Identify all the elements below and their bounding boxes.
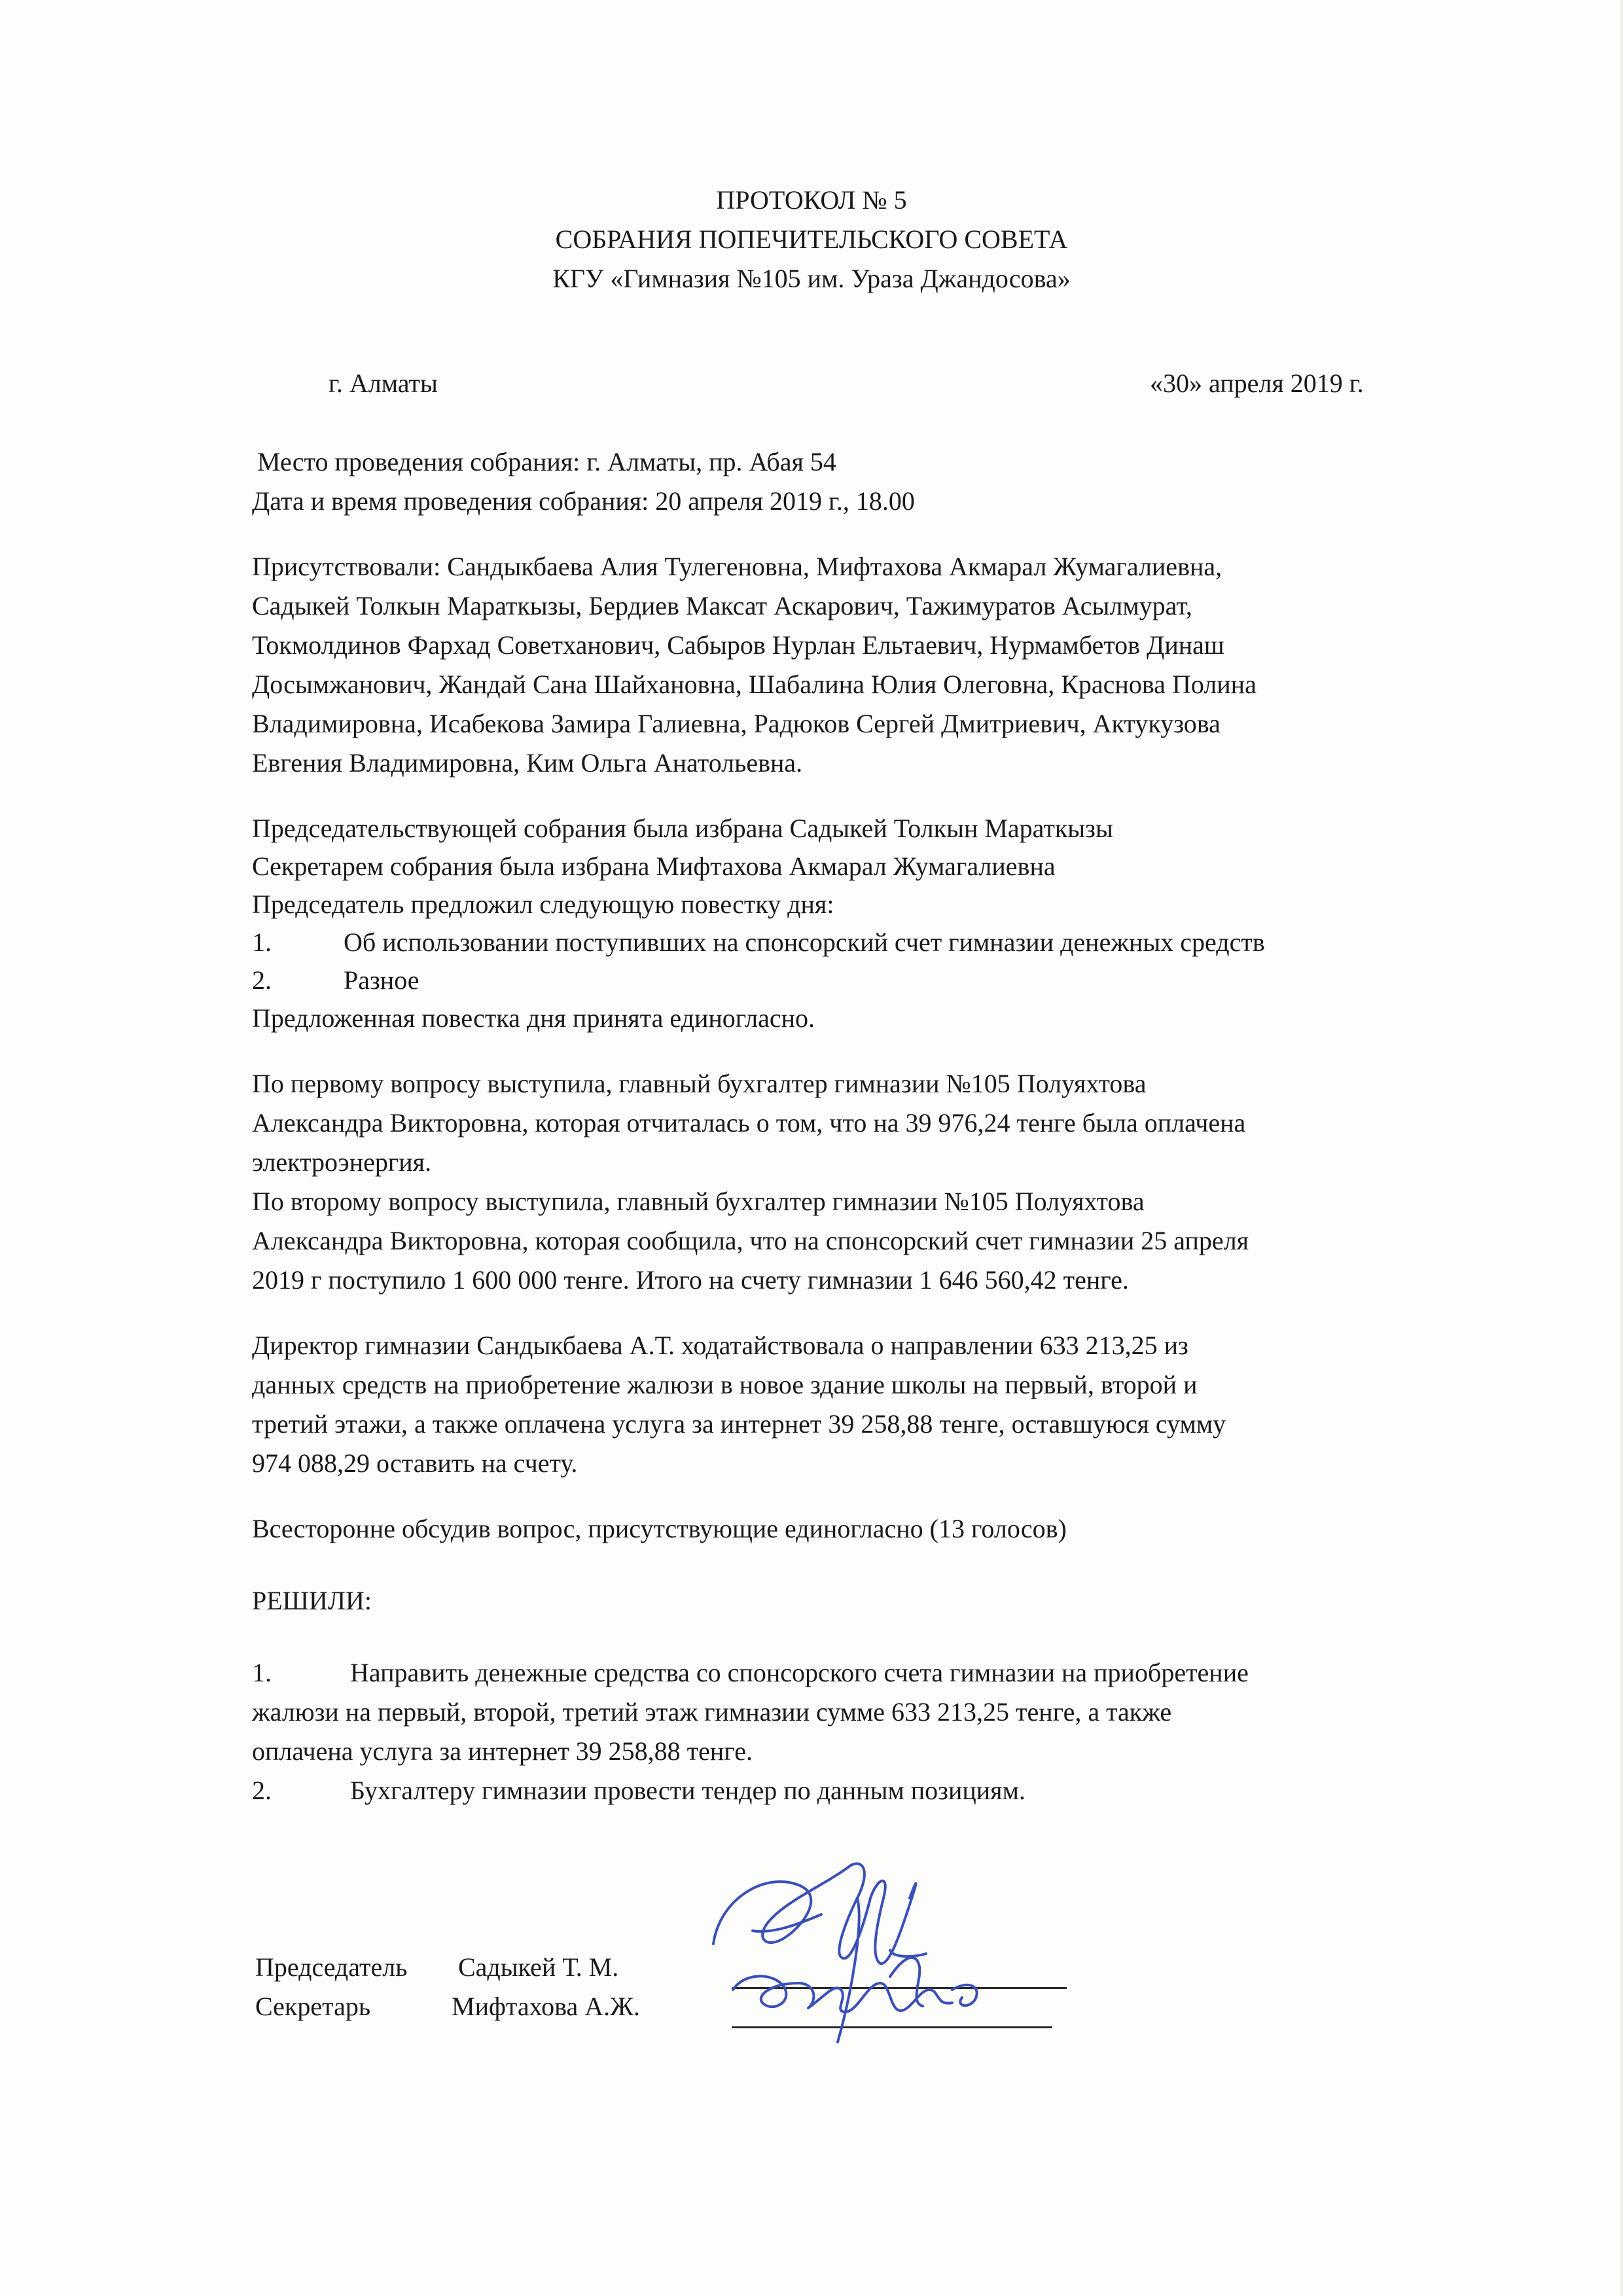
agenda-item-text: Об использовании поступивших на спонсорский счет гимназии денежных средств <box>344 927 1265 957</box>
decision-item-line: Направить денежные средства со спонсорского счета гимназии на приобретение <box>350 1658 1249 1687</box>
agenda-item-number: 2. <box>252 965 272 995</box>
agenda-accepted: Предложенная повестка дня принята единогласно. <box>252 1003 815 1033</box>
speech-line: электроэнергия. <box>252 1147 432 1177</box>
agenda-item-text: Разное <box>344 965 419 995</box>
director-line: Директор гимназии Сандыкбаева А.Т. ходатайствовала о направлении 633 213,25 из <box>252 1331 1188 1360</box>
document-title: ПРОТОКОЛ № 5 <box>716 185 907 215</box>
decision-item-number: 2. <box>252 1776 272 1805</box>
attendees-line: Евгения Владимировна, Ким Ольга Анатольевна. <box>252 748 803 778</box>
secretary-elected: Секретарем собрания была избрана Мифтахова Акмарал Жумагалиевна <box>252 852 1056 881</box>
chair-role: Председатель <box>255 1952 408 1982</box>
speech-line: Александра Викторовна, которая отчиталась о том, что на 39 976,24 тенге была оплачена <box>252 1108 1246 1138</box>
director-line: 974 088,29 оставить на счету. <box>252 1448 578 1478</box>
decision-item-line: Бухгалтеру гимназии провести тендер по данным позициям. <box>350 1776 1026 1805</box>
attendees-line: Токмолдинов Фархад Советханович, Сабыров Нурлан Ельтаевич, Нурмамбетов Динаш <box>252 630 1224 660</box>
meeting-location: Место проведения собрания: г. Алматы, пр. Абая 54 <box>257 447 836 476</box>
document-date: «30» апреля 2019 г. <box>1150 368 1364 398</box>
vote-result: Всесторонне обсудив вопрос, присутствующие единогласно (13 голосов) <box>252 1514 1067 1543</box>
agenda-item <box>252 961 419 1000</box>
director-line: третий этажи, а также оплачена услуга за интернет 39 258,88 тенге, оставшуюся сумму <box>252 1409 1226 1439</box>
speech-line: Александра Викторовна, которая сообщила, что на спонсорский счет гимназии 25 апреля <box>252 1226 1249 1255</box>
scan-edge <box>1619 0 1623 2296</box>
secretary-signature-row <box>255 1987 640 2026</box>
speech-line: По второму вопросу выступила, главный бухгалтер гимназии №105 Полуяхтова <box>252 1187 1145 1216</box>
secretary-role: Секретарь <box>255 1992 371 2021</box>
handwritten-signatures <box>694 1826 1086 2088</box>
city: г. Алматы <box>329 368 438 398</box>
decision-item <box>252 1771 1026 1810</box>
decision-item-line: оплачена услуга за интернет 39 258,88 тенге. <box>252 1736 753 1766</box>
meeting-datetime: Дата и время проведения собрания: 20 апреля 2019 г., 18.00 <box>252 486 915 516</box>
speech-line: 2019 г поступило 1 600 000 тенге. Итого на счету гимназии 1 646 560,42 тенге. <box>252 1265 1129 1295</box>
agenda-item <box>252 923 1265 962</box>
attendees-line: Присутствовали: Сандыкбаева Алия Тулегеновна, Мифтахова Акмарал Жумагалиевна, <box>252 552 1222 581</box>
secretary-name: Мифтахова А.Ж. <box>452 1992 640 2021</box>
decision-heading: РЕШИЛИ: <box>252 1586 372 1615</box>
signature-ink <box>713 1863 977 2042</box>
organization-name: КГУ «Гимназия №105 им. Ураза Джандосова» <box>552 264 1071 293</box>
document-subtitle: СОБРАНИЯ ПОПЕЧИТЕЛЬСКОГО СОВЕТА <box>555 224 1068 254</box>
agenda-intro: Председатель предложил следующую повестку дня: <box>252 889 834 919</box>
chair-signature-row <box>255 1948 618 1987</box>
chair-elected: Председательствующей собрания была избрана Садыкей Толкын Мараткызы <box>252 814 1113 843</box>
attendees-line: Владимировна, Исабекова Замира Галиевна, Радюков Сергей Дмитриевич, Актукузова <box>252 709 1221 738</box>
attendees-line: Досымжанович, Жандай Сана Шайхановна, Шабалина Юлия Олеговна, Краснова Полина <box>252 670 1257 699</box>
decision-item-line: жалюзи на первый, второй, третий этаж гимназии сумме 633 213,25 тенге, а также <box>252 1697 1172 1727</box>
attendees-line: Садыкей Толкын Мараткызы, Бердиев Максат Аскарович, Тажимуратов Асылмурат, <box>252 591 1192 620</box>
speech-line: По первому вопросу выступила, главный бухгалтер гимназии №105 Полуяхтова <box>252 1069 1147 1098</box>
decision-item <box>252 1653 1249 1693</box>
agenda-item-number: 1. <box>252 927 272 957</box>
director-line: данных средств на приобретение жалюзи в новое здание школы на первый, второй и <box>252 1370 1198 1399</box>
chair-name: Садыкей Т. М. <box>458 1952 619 1982</box>
decision-item-number: 1. <box>252 1658 272 1687</box>
